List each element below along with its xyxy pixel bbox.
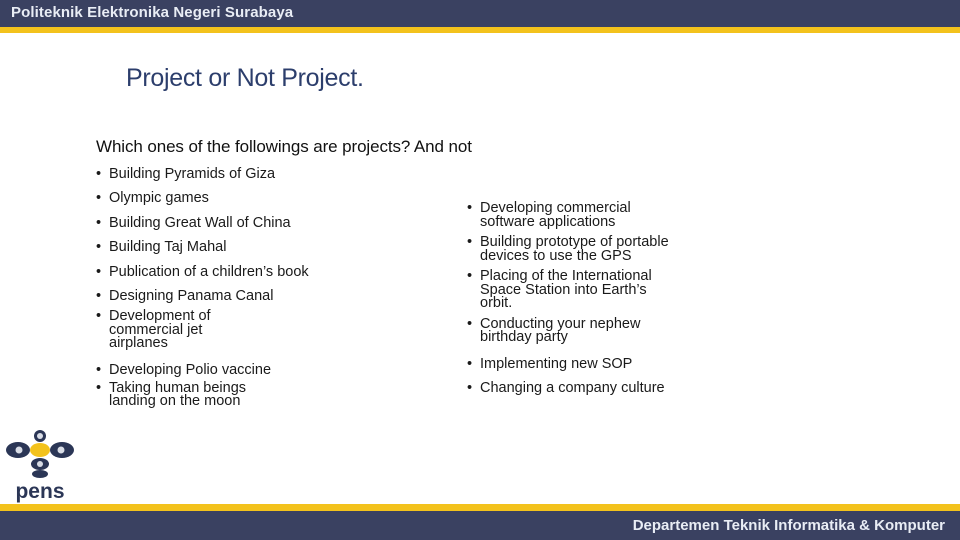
bullet-icon: • xyxy=(467,200,473,216)
header-bar xyxy=(0,0,960,27)
bullet-icon: • xyxy=(96,288,102,304)
pens-logo-icon xyxy=(0,428,80,504)
list-item: • Conducting your nephew birthday party xyxy=(467,315,641,345)
list-item: • Building Taj Mahal xyxy=(96,239,227,255)
bullet-icon: • xyxy=(96,308,102,324)
list-item: • Designing Panama Canal xyxy=(96,288,274,304)
logo-text: pens xyxy=(15,480,65,503)
list-item: • Developing commercial software applications xyxy=(467,200,631,230)
slide-title: Project or Not Project. xyxy=(126,64,364,92)
header-accent-stripe xyxy=(0,27,960,33)
slide-question: Which ones of the followings are projects? And not xyxy=(96,137,472,156)
list-item: • Building Great Wall of China xyxy=(96,215,291,231)
bullet-icon: • xyxy=(467,315,473,332)
list-item: • Placing of the International Space Station into Earth’s orbit. xyxy=(467,268,652,311)
right-bullet-list xyxy=(467,202,687,398)
bullet-icon: • xyxy=(467,234,473,250)
list-item: • Developing Polio vaccine xyxy=(96,361,272,378)
bullet-icon: • xyxy=(96,239,102,255)
footer-bar xyxy=(0,511,960,540)
list-item: • Taking human beings landing on the moon xyxy=(96,379,247,409)
bullet-icon: • xyxy=(96,166,102,182)
list-item: • Implementing new SOP xyxy=(467,355,633,372)
bullet-icon: • xyxy=(96,264,102,280)
bullet-icon: • xyxy=(96,190,102,206)
list-item: • Publication of a children’s book xyxy=(96,264,309,280)
bullet-icon: • xyxy=(96,215,102,231)
list-item: • Changing a company culture xyxy=(467,379,665,396)
department-title: Departemen Teknik Informatika & Komputer xyxy=(632,517,945,534)
bullet-icon: • xyxy=(96,361,102,378)
bullet-icon: • xyxy=(467,268,473,284)
list-item: • Building prototype of portable devices to use the GPS xyxy=(467,234,669,264)
list-item: • Building Pyramids of Giza xyxy=(96,166,276,182)
bullet-icon: • xyxy=(96,379,102,396)
bullet-icon: • xyxy=(467,379,473,396)
bullet-icon: • xyxy=(467,355,473,372)
left-bullet-list xyxy=(96,165,311,409)
list-item: • Olympic games xyxy=(96,190,209,206)
institution-title: Politeknik Elektronika Negeri Surabaya xyxy=(11,4,294,21)
footer-accent-stripe xyxy=(0,504,960,511)
list-item: • Development of commercial jet airplanes xyxy=(96,308,211,351)
